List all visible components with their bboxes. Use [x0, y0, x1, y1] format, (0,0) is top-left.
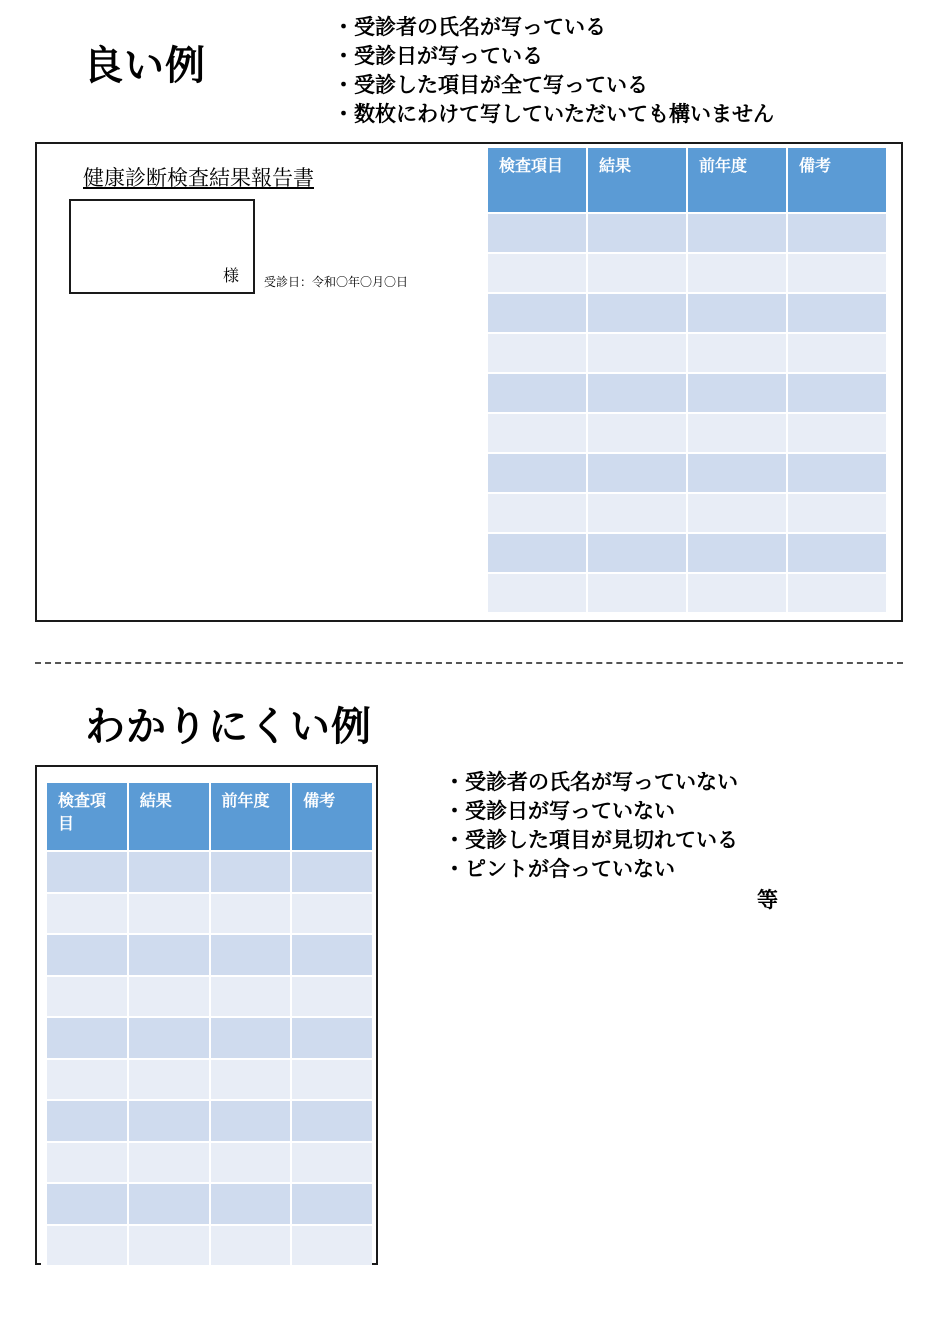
- header-cell-item: 検査項目: [488, 148, 586, 212]
- table-cell: [211, 1101, 291, 1141]
- table-cell: [129, 894, 209, 934]
- report-title: 健康診断検査結果報告書: [83, 166, 314, 190]
- table-cell: [129, 1184, 209, 1224]
- results-table: [486, 146, 888, 614]
- table-row: [47, 935, 372, 975]
- table-cell: [588, 374, 686, 412]
- good-example-points: [333, 13, 774, 129]
- table-cell: [788, 334, 886, 372]
- table-cell: [47, 977, 127, 1017]
- results-table-body: [488, 214, 886, 612]
- table-row: [47, 852, 372, 892]
- table-cell: [292, 1143, 372, 1183]
- good-point: ・受診者の氏名が写っている: [333, 15, 606, 39]
- table-cell: [292, 1018, 372, 1058]
- frame-corner-right: [372, 1263, 378, 1265]
- results-table-body: [47, 852, 372, 1265]
- table-cell: [292, 977, 372, 1017]
- table-cell: [788, 574, 886, 612]
- bad-point: ・受診者の氏名が写っていない: [444, 770, 738, 794]
- table-row: [47, 1018, 372, 1058]
- table-row: [488, 534, 886, 572]
- table-cell: [292, 1060, 372, 1100]
- table-cell: [47, 894, 127, 934]
- table-cell: [292, 1101, 372, 1141]
- table-cell: [688, 214, 786, 252]
- table-cell: [588, 494, 686, 532]
- header-cell-remarks: 備考: [292, 783, 372, 850]
- sama-label: 様: [222, 266, 239, 285]
- good-point: ・受診した項目が全て写っている: [333, 73, 648, 97]
- table-cell: [129, 852, 209, 892]
- table-cell: [47, 935, 127, 975]
- table-row: [488, 294, 886, 332]
- table-cell: [588, 214, 686, 252]
- table-cell: [688, 534, 786, 572]
- table-cell: [788, 294, 886, 332]
- table-cell: [211, 935, 291, 975]
- table-cell: [129, 1018, 209, 1058]
- table-cell: [292, 1184, 372, 1224]
- table-cell: [211, 1143, 291, 1183]
- table-cell: [688, 494, 786, 532]
- table-row: [47, 1184, 372, 1224]
- table-row: [47, 977, 372, 1017]
- table-row: [47, 1060, 372, 1100]
- table-cell: [47, 1018, 127, 1058]
- etc-label: 等: [757, 888, 778, 912]
- table-cell: [47, 852, 127, 892]
- table-row: [47, 1226, 372, 1266]
- table-cell: [211, 852, 291, 892]
- header-cell-result: 結果: [129, 783, 209, 850]
- good-point: ・数枚にわけて写していただいても構いません: [333, 102, 774, 126]
- table-cell: [129, 1060, 209, 1100]
- table-cell: [588, 414, 686, 452]
- table-cell: [488, 574, 586, 612]
- table-cell: [488, 294, 586, 332]
- good-point: ・受診日が写っている: [333, 44, 543, 68]
- table-cell: [129, 977, 209, 1017]
- table-cell: [47, 1226, 127, 1266]
- bad-example-points: [444, 768, 738, 884]
- section-divider: [35, 662, 903, 664]
- table-cell: [292, 1226, 372, 1266]
- table-cell: [788, 414, 886, 452]
- table-cell: [588, 454, 686, 492]
- table-cell: [788, 534, 886, 572]
- table-row: [488, 334, 886, 372]
- bad-photo-frame: [35, 765, 378, 1265]
- bad-point: ・ピントが合っていない: [444, 857, 675, 881]
- table-cell: [488, 534, 586, 572]
- table-cell: [47, 1101, 127, 1141]
- table-cell: [788, 374, 886, 412]
- table-cell: [211, 1226, 291, 1266]
- results-table-cropped: [45, 781, 374, 1267]
- table-cell: [129, 1101, 209, 1141]
- header-cell-previous-year: 前年度: [688, 148, 786, 212]
- table-cell: [588, 534, 686, 572]
- header-cell-item: 検査項目: [47, 783, 127, 850]
- table-row: [488, 494, 886, 532]
- table-cell: [292, 852, 372, 892]
- table-cell: [292, 894, 372, 934]
- table-cell: [688, 414, 786, 452]
- table-cell: [688, 334, 786, 372]
- table-row: [488, 574, 886, 612]
- table-cell: [488, 414, 586, 452]
- table-cell: [788, 254, 886, 292]
- visit-date: 受診日：令和〇年〇月〇日: [264, 275, 409, 289]
- table-cell: [688, 294, 786, 332]
- table-cell: [129, 1143, 209, 1183]
- bad-example-title: わかりにくい例: [85, 704, 372, 750]
- table-cell: [211, 977, 291, 1017]
- table-row: [488, 374, 886, 412]
- table-cell: [588, 574, 686, 612]
- table-cell: [211, 1018, 291, 1058]
- table-cell: [788, 454, 886, 492]
- good-photo-frame: [35, 142, 903, 622]
- table-row: [47, 1143, 372, 1183]
- frame-corner-left: [35, 1263, 41, 1265]
- table-cell: [488, 254, 586, 292]
- table-cell: [488, 454, 586, 492]
- table-row: [488, 454, 886, 492]
- table-cell: [788, 494, 886, 532]
- table-row: [488, 254, 886, 292]
- table-cell: [788, 214, 886, 252]
- table-cell: [488, 214, 586, 252]
- bad-point: ・受診した項目が見切れている: [444, 828, 738, 852]
- table-cell: [688, 254, 786, 292]
- table-row: [47, 1101, 372, 1141]
- table-cell: [47, 1143, 127, 1183]
- table-row: [47, 894, 372, 934]
- table-cell: [47, 1184, 127, 1224]
- table-cell: [588, 254, 686, 292]
- patient-name-box: [69, 199, 255, 294]
- table-cell: [488, 494, 586, 532]
- table-cell: [688, 574, 786, 612]
- table-cell: [588, 294, 686, 332]
- table-row: [488, 214, 886, 252]
- header-cell-remarks: 備考: [788, 148, 886, 212]
- table-cell: [688, 374, 786, 412]
- table-cell: [488, 374, 586, 412]
- table-cell: [588, 334, 686, 372]
- table-cell: [488, 334, 586, 372]
- table-cell: [292, 935, 372, 975]
- table-row: [488, 414, 886, 452]
- table-cell: [129, 935, 209, 975]
- table-cell: [129, 1226, 209, 1266]
- bad-point: ・受診日が写っていない: [444, 799, 675, 823]
- header-cell-result: 結果: [588, 148, 686, 212]
- good-example-title: 良い例: [83, 43, 206, 89]
- table-cell: [211, 894, 291, 934]
- header-cell-previous-year: 前年度: [211, 783, 291, 850]
- table-cell: [47, 1060, 127, 1100]
- table-cell: [211, 1060, 291, 1100]
- table-cell: [211, 1184, 291, 1224]
- table-cell: [688, 454, 786, 492]
